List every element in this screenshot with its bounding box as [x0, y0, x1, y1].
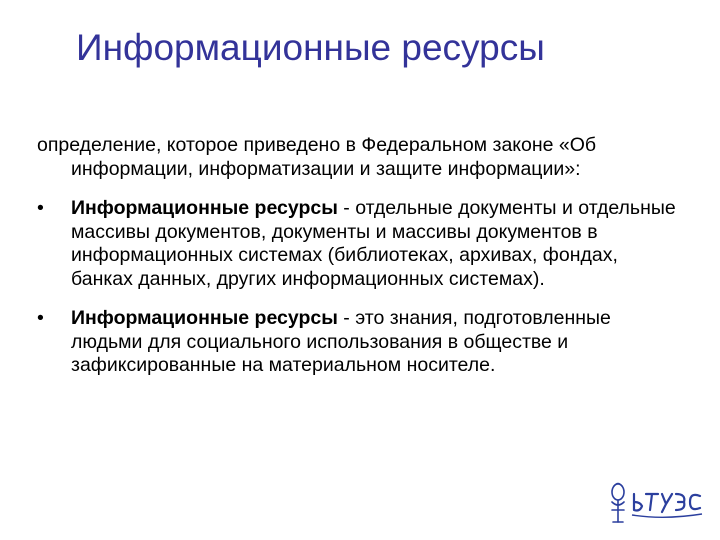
- bullet-item: [37, 197, 677, 291]
- bullet-definition: - это знания, подготовленные людьми для социального использования в обществе и зафиксированные на материальном носителе.: [71, 307, 611, 376]
- bullet-item: [37, 307, 677, 378]
- bullet-list: [37, 197, 677, 378]
- intro-text: определение, которое приведено в Федеральном законе «Об информации, информатизации и защите информации»:: [37, 134, 597, 180]
- slide-body: [37, 134, 677, 394]
- slide-title: Информационные ресурсы: [76, 27, 545, 68]
- bullet-marker: •: [37, 197, 44, 219]
- bullet-term: Информационные ресурсы: [71, 197, 338, 219]
- bullet-term: Информационные ресурсы: [71, 307, 338, 329]
- bullet-definition: - отдельные документы и отдельные массивы документов, документы и массивы документов в информационных системах (библиотеках, архивах, фондах, банках данных, других информационных системах).: [71, 197, 676, 290]
- university-emblem-icon: [604, 478, 704, 528]
- bullet-marker: •: [37, 307, 44, 329]
